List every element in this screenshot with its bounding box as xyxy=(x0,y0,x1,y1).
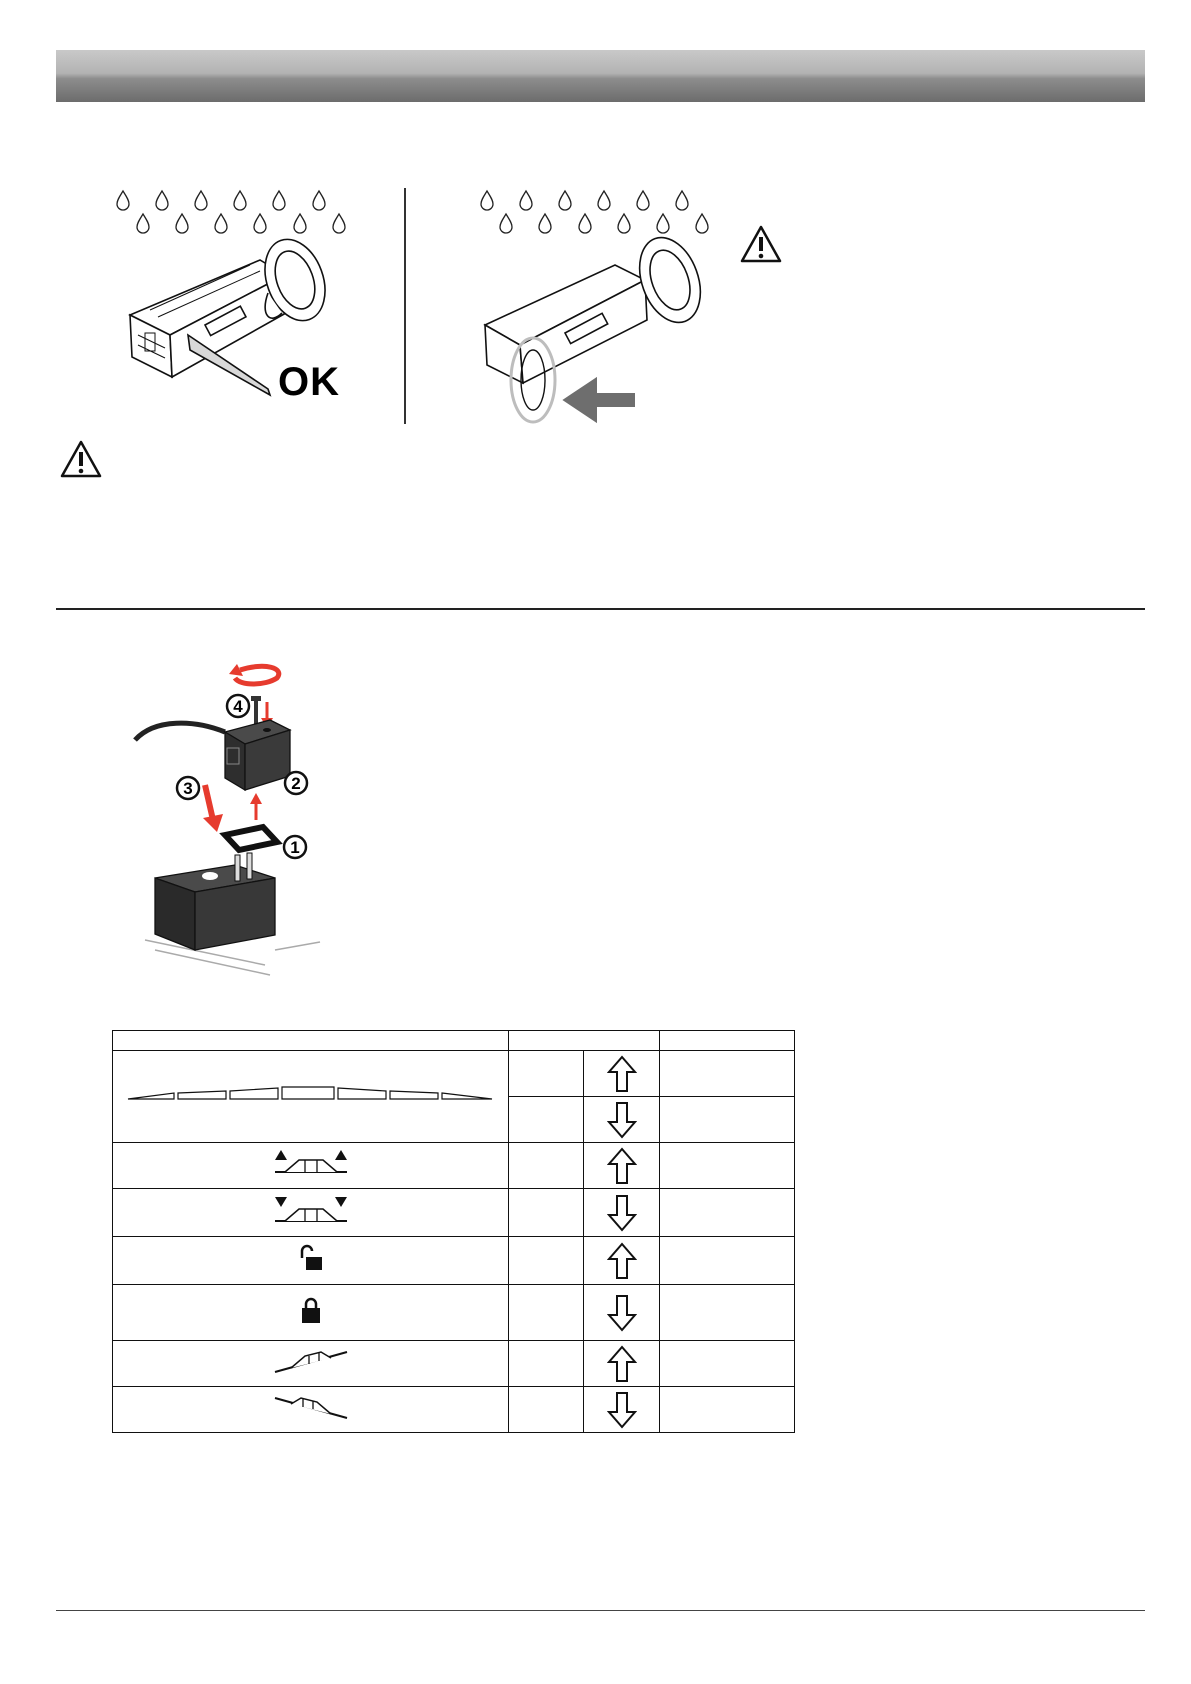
callout-3: 3 xyxy=(183,779,193,798)
table-cell xyxy=(660,1237,795,1285)
table-cell xyxy=(509,1051,584,1097)
callout-1: 1 xyxy=(290,838,300,857)
header-bar xyxy=(56,50,1145,102)
arrow-up-icon xyxy=(584,1237,660,1285)
connector-without-cap-illustration xyxy=(475,185,775,435)
table-cell xyxy=(509,1143,584,1189)
callout-2: 2 xyxy=(291,774,301,793)
table-row xyxy=(113,1189,795,1237)
footer-divider xyxy=(56,1610,1145,1611)
arrow-left-icon xyxy=(575,390,635,410)
table-row xyxy=(113,1051,795,1097)
table-cell xyxy=(660,1143,795,1189)
height-adjust-up-icon xyxy=(113,1143,509,1189)
tilt-left-up-icon xyxy=(113,1341,509,1387)
table-cell xyxy=(660,1387,795,1433)
height-adjust-down-icon xyxy=(113,1189,509,1237)
table-cell xyxy=(660,1051,795,1097)
solenoid-coil-assembly-illustration xyxy=(125,650,345,980)
arrow-down-icon xyxy=(584,1189,660,1237)
table-header-function xyxy=(113,1031,509,1051)
table-cell xyxy=(509,1097,584,1143)
table-cell xyxy=(660,1285,795,1341)
table-cell xyxy=(509,1341,584,1387)
rain-drops-icon xyxy=(117,191,345,233)
table-row xyxy=(113,1237,795,1285)
tilt-right-up-icon xyxy=(113,1387,509,1433)
table-header-direction xyxy=(509,1031,660,1051)
section-divider xyxy=(56,608,1145,610)
rain-drops-icon xyxy=(481,191,708,233)
table-cell xyxy=(660,1189,795,1237)
table-row xyxy=(113,1341,795,1387)
table-row xyxy=(113,1285,795,1341)
warning-triangle-icon xyxy=(740,225,782,263)
callout-4: 4 xyxy=(233,697,243,716)
arrow-up-icon xyxy=(584,1341,660,1387)
unlock-icon xyxy=(113,1237,509,1285)
table-cell xyxy=(509,1237,584,1285)
arrow-down-icon xyxy=(584,1285,660,1341)
ok-label: OK xyxy=(278,360,340,404)
function-table xyxy=(112,1030,795,1433)
table-row xyxy=(113,1143,795,1189)
arrow-up-icon xyxy=(584,1143,660,1189)
table-cell xyxy=(509,1189,584,1237)
table-header-action xyxy=(660,1031,795,1051)
lock-icon xyxy=(113,1285,509,1341)
arrow-down-icon xyxy=(584,1097,660,1143)
arrow-down-icon xyxy=(584,1387,660,1433)
figure-separator xyxy=(404,188,406,424)
connector-with-cap-illustration xyxy=(110,185,370,435)
arrow-up-icon xyxy=(584,1051,660,1097)
boom-sections-icon xyxy=(113,1051,509,1143)
table-cell xyxy=(660,1341,795,1387)
table-cell xyxy=(509,1387,584,1433)
table-cell xyxy=(509,1285,584,1341)
warning-triangle-icon xyxy=(60,440,102,478)
table-cell xyxy=(660,1097,795,1143)
table-row xyxy=(113,1387,795,1433)
